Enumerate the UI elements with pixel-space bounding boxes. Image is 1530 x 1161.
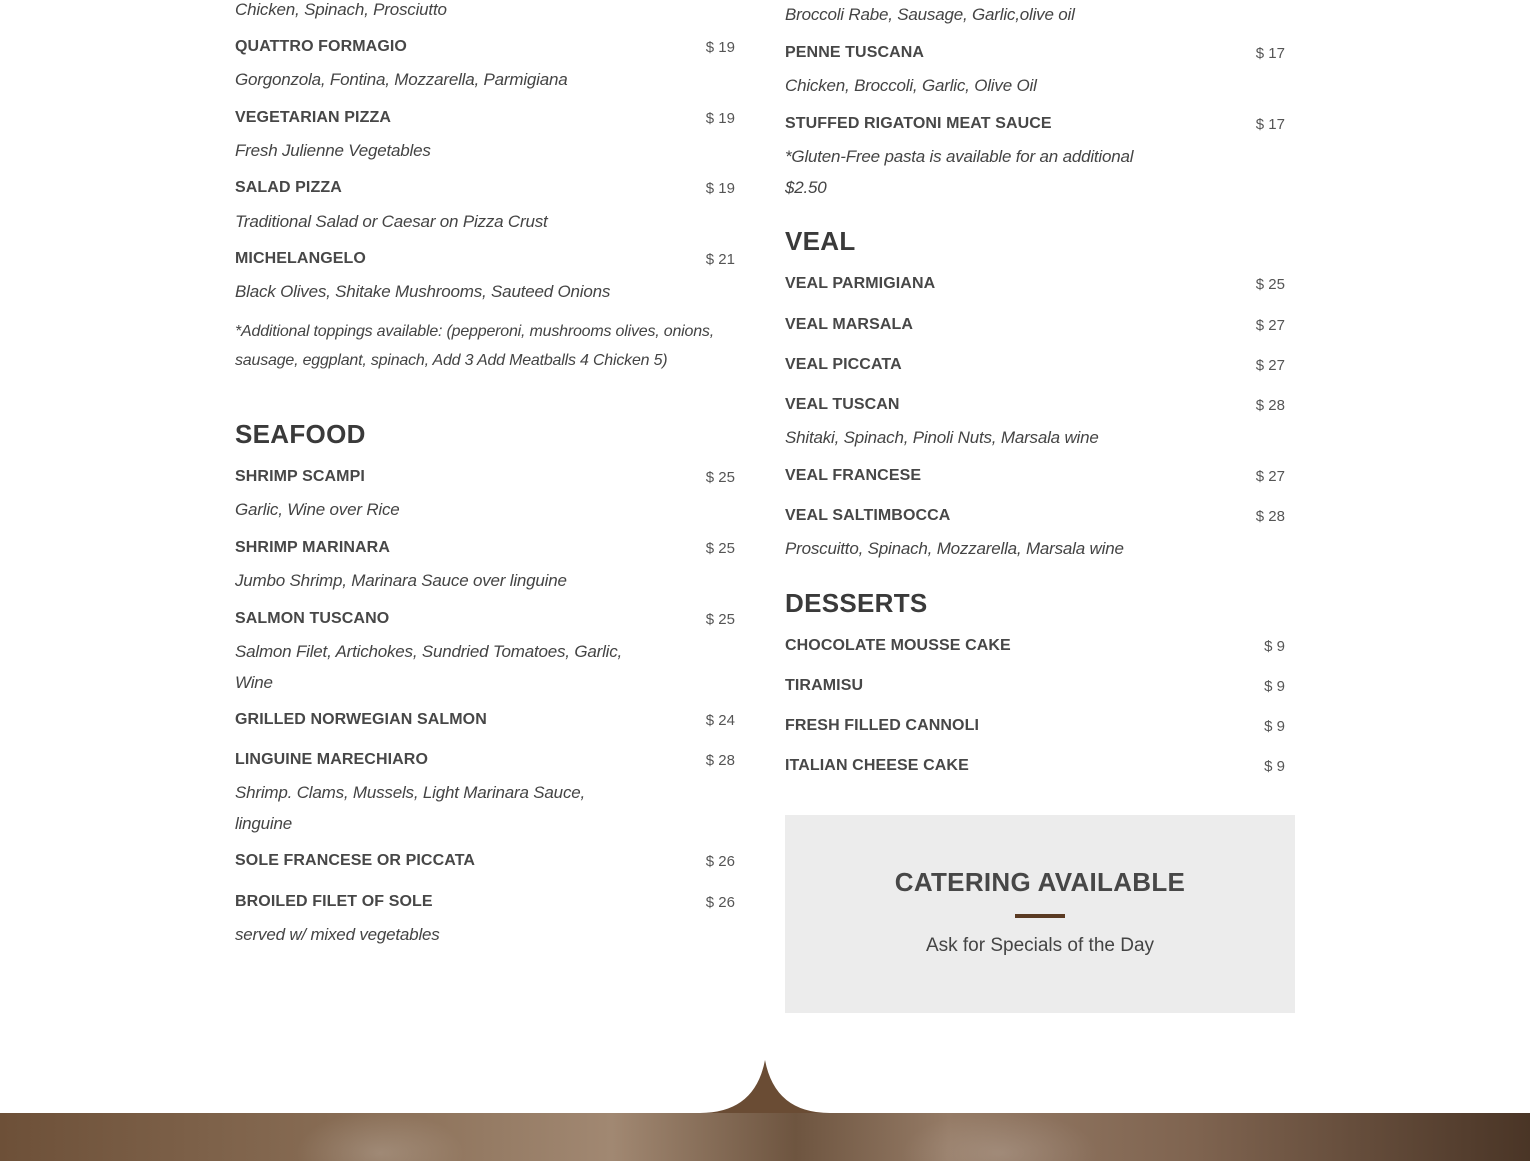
- menu-item-name: GRILLED NORWEGIAN SALMON: [235, 711, 487, 728]
- catering-title: CATERING AVAILABLE: [894, 867, 1186, 897]
- menu-item-price: $ 17: [1255, 116, 1285, 133]
- menu-item-name: SHRIMP MARINARA: [235, 539, 390, 556]
- drip-ornament: [700, 1060, 830, 1116]
- menu-item-price: $ 25: [1255, 276, 1285, 293]
- menu-item-name: BROILED FILET OF SOLE: [235, 893, 433, 910]
- menu-item-price: $ 24: [705, 712, 735, 729]
- menu-item-name: PENNE TUSCANA: [785, 44, 925, 61]
- menu-item-price: $ 25: [705, 611, 735, 628]
- menu-item-name: SOLE FRANCESE OR PICCATA: [235, 852, 476, 869]
- menu-item-name: VEAL SALTIMBOCCA: [785, 507, 951, 524]
- menu-item-price: $ 19: [705, 110, 735, 127]
- menu-item-name: QUATTRO FORMAGIO: [235, 38, 407, 55]
- menu-item-name: VEAL PICCATA: [785, 356, 902, 373]
- title-divider: [1015, 914, 1065, 918]
- menu-item-name: FRESH FILLED CANNOLI: [785, 717, 979, 734]
- menu-item-name: STUFFED RIGATONI MEAT SAUCE: [785, 115, 1052, 132]
- item-description: served w/ mixed vegetables: [235, 925, 440, 944]
- item-description: Chicken, Broccoli, Garlic, Olive Oil: [785, 76, 1037, 95]
- section-title-seafood: SEAFOOD: [235, 419, 366, 449]
- menu-item-price: $ 9: [1264, 758, 1285, 775]
- menu-item-name: SALAD PIZZA: [235, 179, 342, 196]
- footer-image-band: [0, 1113, 1530, 1161]
- menu-item-name: VEAL FRANCESE: [785, 467, 922, 484]
- item-description: Shitaki, Spinach, Pinoli Nuts, Marsala wine: [785, 428, 1099, 447]
- menu-item-price: $ 9: [1264, 638, 1285, 655]
- menu-item-name: ITALIAN CHEESE CAKE: [785, 757, 969, 774]
- menu-item-name: SALMON TUSCANO: [235, 610, 390, 627]
- menu-item-price: $ 26: [705, 853, 735, 870]
- menu-item-price: $ 27: [1255, 317, 1285, 334]
- menu-item-price: $ 28: [1255, 397, 1285, 414]
- menu-item-name: VEAL MARSALA: [785, 316, 914, 333]
- catering-panel: [785, 815, 1295, 1013]
- item-description: Fresh Julienne Vegetables: [235, 141, 431, 160]
- menu-item-price: $ 26: [705, 894, 735, 911]
- menu-item-price: $ 25: [705, 540, 735, 557]
- menu-item-name: MICHELANGELO: [235, 250, 366, 267]
- item-description: Black Olives, Shitake Mushrooms, Sauteed Onions: [235, 282, 611, 301]
- menu-item-name: CHOCOLATE MOUSSE CAKE: [785, 637, 1011, 654]
- toppings-note: *Additional toppings available: (pepperoni, mushrooms olives, onions, sausage, eggplant, spinach, Add 3 Add Meatballs 4 Chicken 5): [235, 323, 714, 369]
- item-description: Chicken, Spinach, Prosciutto: [235, 0, 447, 19]
- item-description: Broccoli Rabe, Sausage, Garlic,olive oil: [785, 5, 1075, 24]
- menu-item-price: $ 9: [1264, 678, 1285, 695]
- item-description: Garlic, Wine over Rice: [235, 500, 400, 519]
- menu-item-price: $ 19: [705, 39, 735, 56]
- section-title-desserts: DESSERTS: [785, 588, 928, 618]
- section-title-veal: VEAL: [785, 226, 856, 256]
- menu-item-price: $ 28: [1255, 508, 1285, 525]
- menu-item-name: TIRAMISU: [785, 677, 864, 694]
- menu-item-price: $ 25: [705, 469, 735, 486]
- gluten-free-note: *Gluten-Free pasta is available for an additional $2.50: [785, 147, 1134, 197]
- menu-item-price: $ 27: [1255, 468, 1285, 485]
- item-description: Shrimp. Clams, Mussels, Light Marinara Sauce, linguine: [235, 783, 586, 833]
- menu-item-name: SHRIMP SCAMPI: [235, 468, 365, 485]
- item-description: Jumbo Shrimp, Marinara Sauce over linguine: [235, 571, 567, 590]
- item-description: Salmon Filet, Artichokes, Sundried Tomatoes, Garlic, Wine: [235, 642, 623, 692]
- menu-item-name: VEGETARIAN PIZZA: [235, 109, 391, 126]
- item-description: Gorgonzola, Fontina, Mozzarella, Parmigiana: [235, 70, 568, 89]
- menu-item-name: VEAL PARMIGIANA: [785, 275, 936, 292]
- menu-item-price: $ 19: [705, 180, 735, 197]
- menu-item-name: VEAL TUSCAN: [785, 396, 900, 413]
- menu-item-price: $ 28: [705, 752, 735, 769]
- item-description: Proscuitto, Spinach, Mozzarella, Marsala wine: [785, 539, 1124, 558]
- menu-item-name: LINGUINE MARECHIARO: [235, 751, 429, 768]
- menu-item-price: $ 21: [705, 251, 735, 268]
- footer-background-image: [0, 1113, 1530, 1161]
- menu-item-price: $ 27: [1255, 357, 1285, 374]
- item-description: Traditional Salad or Caesar on Pizza Crust: [235, 212, 548, 231]
- catering-subtitle: Ask for Specials of the Day: [925, 935, 1155, 956]
- menu-item-price: $ 17: [1255, 45, 1285, 62]
- menu-item-price: $ 9: [1264, 718, 1285, 735]
